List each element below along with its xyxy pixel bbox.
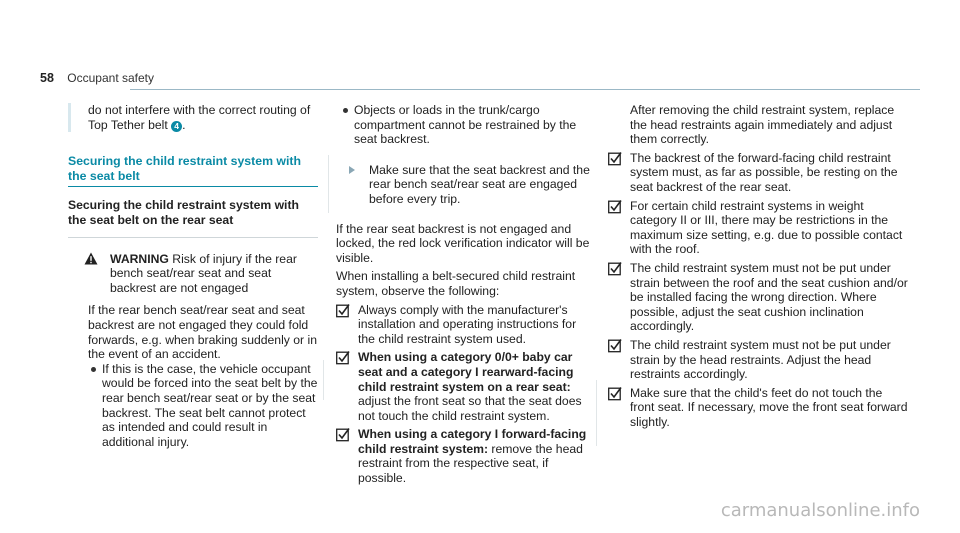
- callout-number-badge: 4: [171, 121, 182, 132]
- checklist-item: The child restraint system must not be put under strain by the head restraints. Adjust the head restraints accordingly.: [608, 338, 908, 382]
- warning-bullet: If this is the case, the vehicle occupant would be forced into the seat belt by the rear bench seat/rear seat or by the seat backrest. The seat belt cannot protect as intended and could result in additional injury.: [88, 362, 318, 450]
- checkbox-checked-icon: [608, 200, 622, 214]
- paragraph: If the rear seat backrest is not engaged and locked, the red lock verification indicator will be visible.: [336, 221, 590, 265]
- warning-body: If the rear bench seat/rear seat and seat backrest are not engaged they could fold forwards, e.g. when braking suddenly or in the event of an accident.: [88, 303, 317, 362]
- paragraph: When installing a belt-secured child restraint system, observe the following:: [336, 269, 576, 298]
- checkbox-checked-icon: [336, 428, 350, 442]
- continued-text: After removing the child restraint system, replace the head restraints again immediately and adjust them correctly.: [630, 103, 895, 147]
- heading-rule: [68, 186, 318, 187]
- column-divider: [323, 360, 324, 400]
- checkbox-checked-icon: [608, 387, 622, 401]
- checklist-item: When using a category 0/0+ baby car seat and a category I rearward-facing child restraint system on a rear seat: adjust the front seat so that the seat does not touch the child restraint system.: [336, 350, 592, 423]
- checklist-item: The backrest of the forward-facing child restraint system must, as far as possible, be resting on the seat backrest of the rear seat.: [608, 151, 908, 195]
- checklist-item: For certain child restraint systems in weight category II or III, there may be restrictions in the maximum size setting, e.g. due to possible contact with the roof.: [608, 199, 908, 257]
- column-2: [336, 103, 592, 486]
- checkbox-checked-icon: [608, 339, 622, 353]
- column-divider: [596, 380, 597, 446]
- arrow-right-icon: [349, 166, 355, 174]
- section-title: Occupant safety: [67, 71, 155, 85]
- checklist-item: Always comply with the manufacturer's installation and operating instructions for the child restraint system used.: [336, 303, 592, 347]
- checkbox-checked-icon: [336, 304, 350, 318]
- action-step: Make sure that the seat backrest and the rear bench seat/rear seat are engaged before every trip.: [328, 155, 592, 213]
- continued-text: do not interfere with the correct routing of Top Tether belt 4 .: [68, 103, 318, 132]
- checklist-item: The child restraint system must not be put under strain between the roof and the seat cushion and/or be installed facing the wrong direction. Where possible, adjust the seat cushion inclination accordingly.: [608, 261, 908, 334]
- bullet-item: Objects or loads in the trunk/cargo compartment cannot be restrained by the seat backrest.: [340, 103, 592, 147]
- checklist-item: When using a category I forward-facing child restraint system: remove the head restraint from the respective seat, if possible.: [336, 427, 592, 485]
- page-header: [40, 71, 154, 86]
- subheading: Securing the child restraint system with the seat belt on the rear seat: [68, 198, 299, 227]
- checkbox-checked-icon: [608, 262, 622, 276]
- checkbox-checked-icon: [608, 152, 622, 166]
- header-rule: [130, 89, 920, 90]
- warning-triangle-icon: [84, 252, 98, 265]
- column-1: [68, 103, 318, 449]
- warning-text: Risk of injury if the rear bench seat/rear seat and seat backrest are not engaged: [110, 251, 297, 295]
- checklist-item: Make sure that the child's feet do not touch the front seat. If necessary, move the front seat forward slightly.: [608, 386, 908, 430]
- column-3: [608, 103, 908, 429]
- watermark: carmanualsonline.info: [720, 500, 920, 522]
- warning-label: WARNING: [110, 251, 169, 266]
- warning-box: [68, 237, 318, 450]
- checkbox-checked-icon: [336, 351, 350, 365]
- section-heading: Securing the child restraint system with the seat belt: [68, 154, 302, 183]
- page-number: 58: [40, 71, 54, 85]
